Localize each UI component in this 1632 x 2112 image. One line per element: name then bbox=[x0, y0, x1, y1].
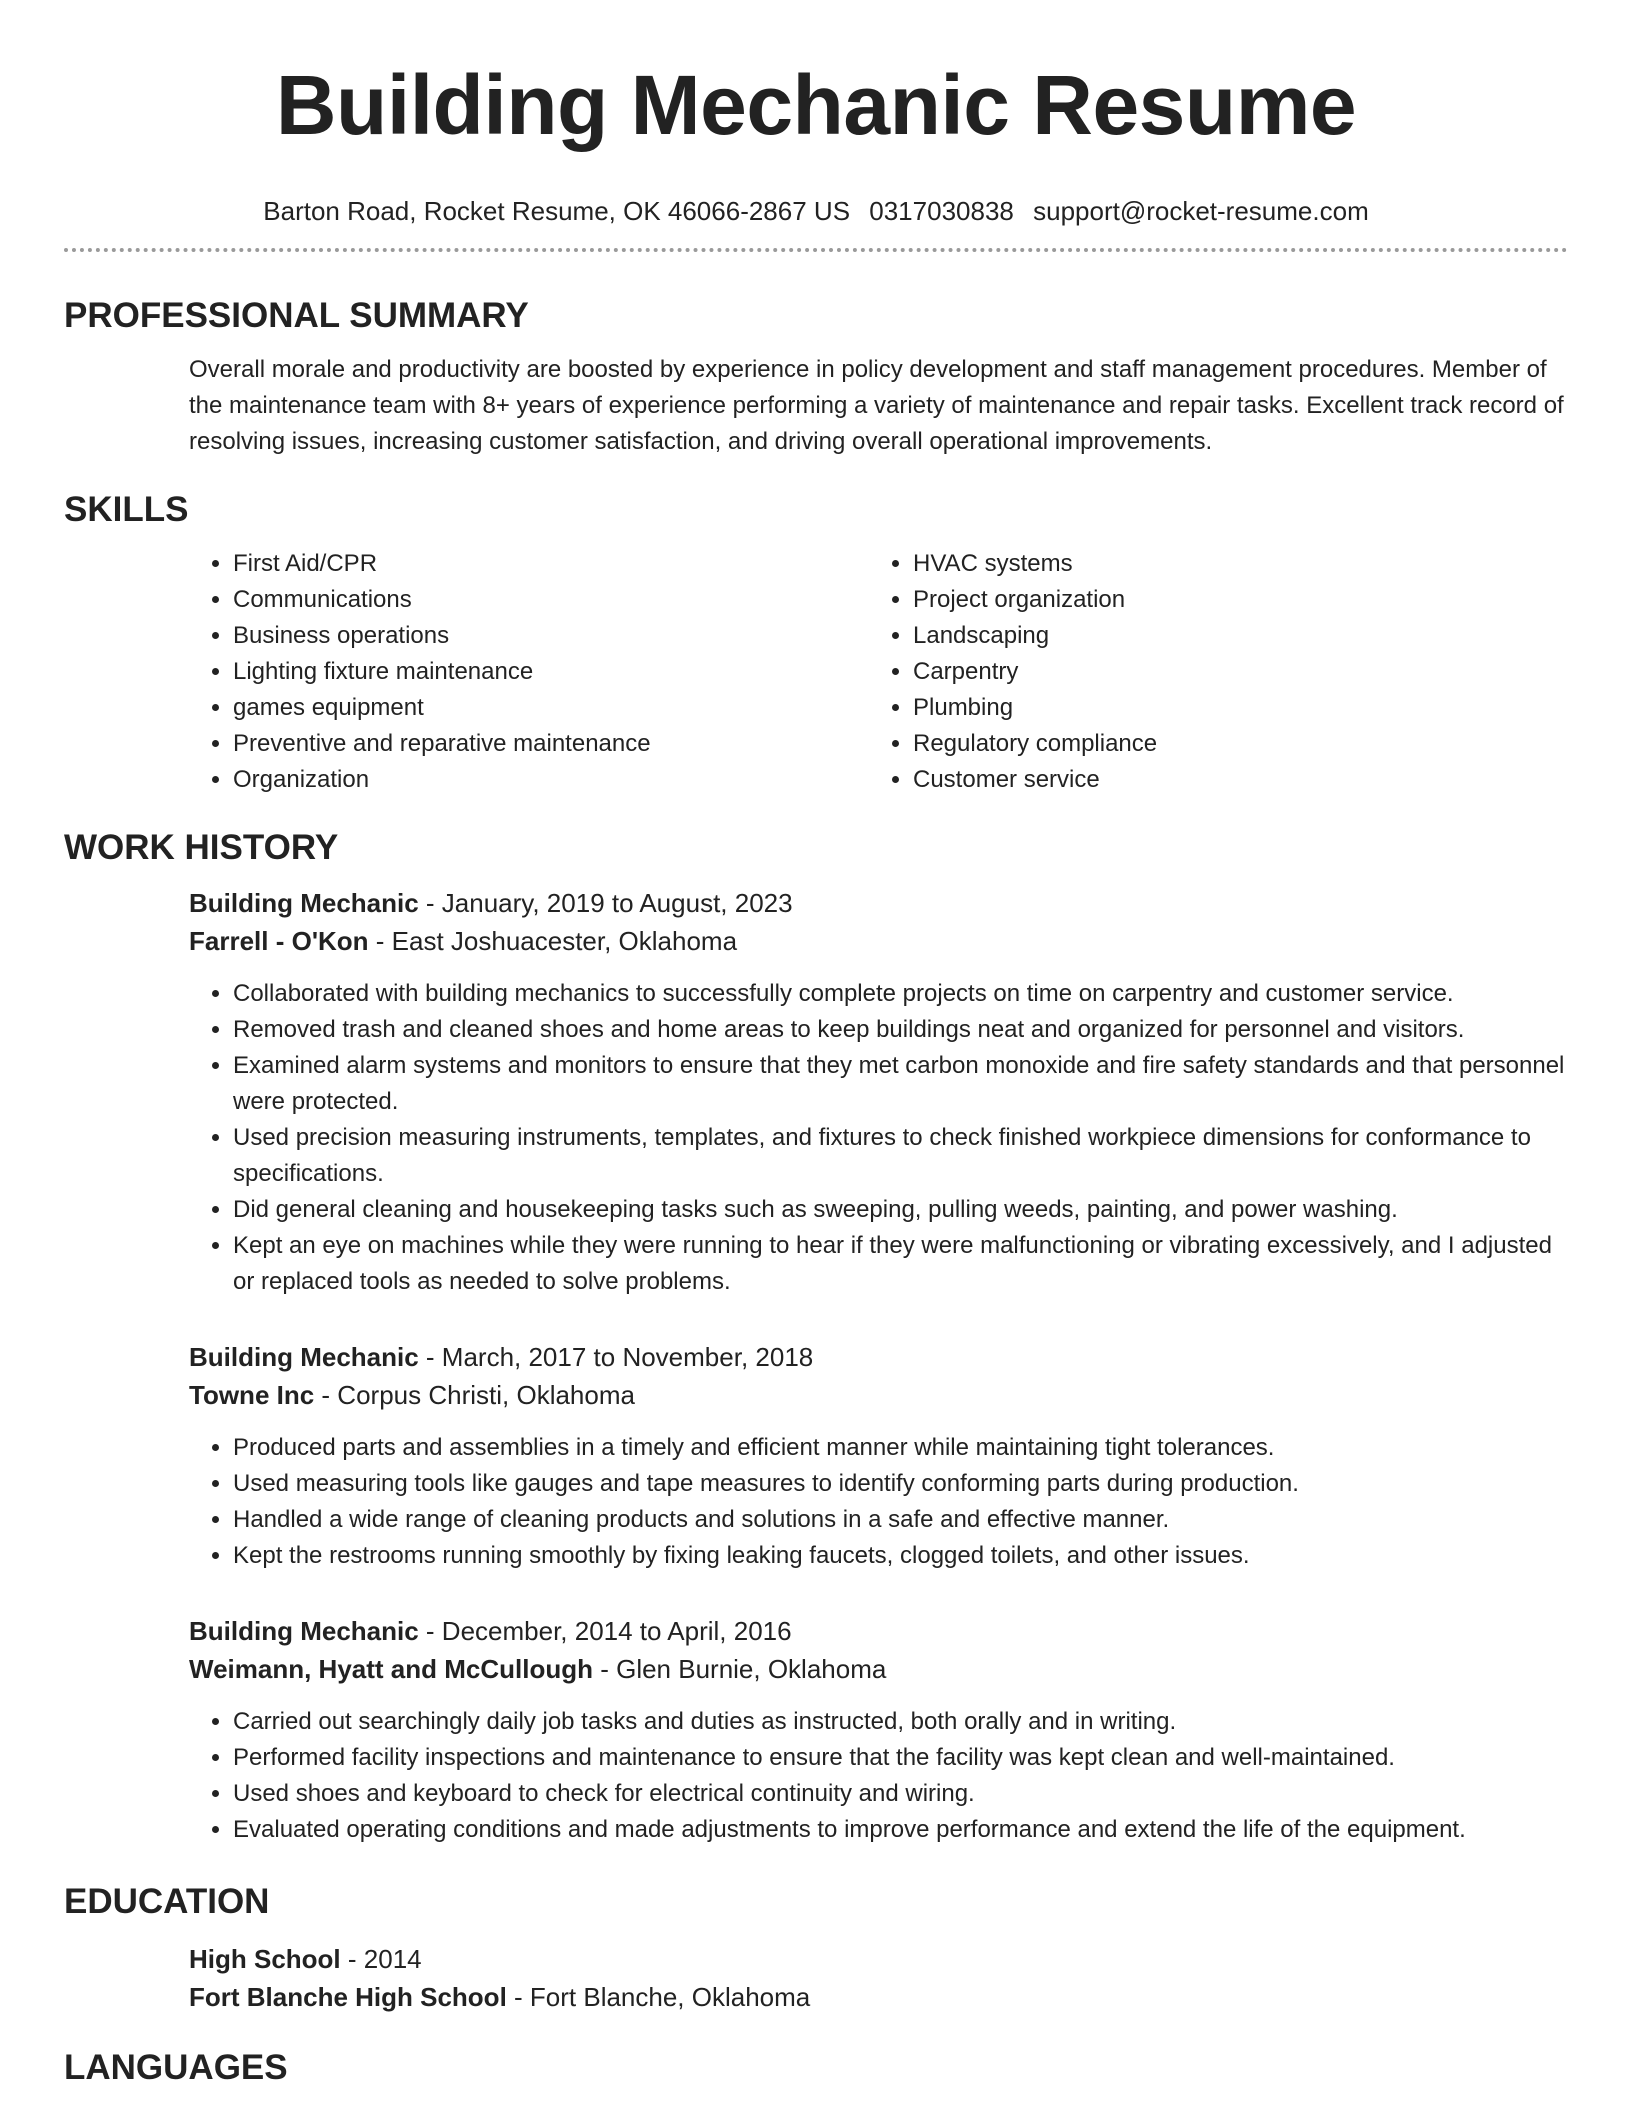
job-bullets bbox=[189, 1430, 1568, 1574]
job-bullet: • Used precision measuring instruments, templates, and fixtures to check finished workpiece dimensions for conformance to specifications. bbox=[233, 1120, 1568, 1192]
work-heading: WORK HISTORY bbox=[64, 828, 339, 867]
job-title: Building Mechanic bbox=[189, 1342, 419, 1372]
job-company-line bbox=[189, 922, 1568, 960]
job-entry bbox=[189, 884, 1568, 1300]
job-entry bbox=[189, 1612, 1568, 1848]
list-item: • Regulatory compliance bbox=[913, 726, 1549, 762]
job-company-line bbox=[189, 1376, 1568, 1414]
list-item: • Carpentry bbox=[913, 654, 1549, 690]
list-item: • Preventive and reparative maintenance bbox=[233, 726, 869, 762]
languages-heading: LANGUAGES bbox=[64, 2048, 288, 2087]
list-item: • First Aid/CPR bbox=[233, 546, 869, 582]
education-location: - Fort Blanche, Oklahoma bbox=[506, 1982, 811, 2012]
job-company: Weimann, Hyatt and McCullough bbox=[189, 1654, 593, 1684]
job-bullet: • Did general cleaning and housekeeping tasks such as sweeping, pulling weeds, painting, and power washing. bbox=[233, 1192, 1568, 1228]
list-item: • Landscaping bbox=[913, 618, 1549, 654]
job-dates: - January, 2019 to August, 2023 bbox=[418, 888, 793, 918]
job-bullet: • Removed trash and cleaned shoes and home areas to keep buildings neat and organized for personnel and visitors. bbox=[233, 1012, 1568, 1048]
skills-heading: SKILLS bbox=[64, 490, 189, 529]
resume-page bbox=[64, 0, 1568, 2090]
job-bullets bbox=[189, 1704, 1568, 1848]
job-company: Farrell - O'Kon bbox=[189, 926, 369, 956]
list-item: • Plumbing bbox=[913, 690, 1549, 726]
job-bullet: • Carried out searchingly daily job tasks and duties as instructed, both orally and in writing. bbox=[233, 1704, 1568, 1740]
job-title: Building Mechanic bbox=[189, 888, 419, 918]
job-title-line bbox=[189, 1338, 1568, 1376]
job-location: - East Joshuacester, Oklahoma bbox=[368, 926, 738, 956]
list-item: • Communications bbox=[233, 582, 869, 618]
job-bullet: • Kept the restrooms running smoothly by fixing leaking faucets, clogged toilets, and other issues. bbox=[233, 1538, 1568, 1574]
contact-line bbox=[64, 194, 1568, 228]
list-item: • Customer service bbox=[913, 762, 1549, 798]
work-section bbox=[189, 884, 1568, 1848]
list-item: • Lighting fixture maintenance bbox=[233, 654, 869, 690]
job-title: Building Mechanic bbox=[189, 1616, 419, 1646]
skills-list-right bbox=[869, 546, 1549, 798]
contact-phone: 0317030838 bbox=[869, 196, 1014, 226]
education-heading: EDUCATION bbox=[64, 1882, 270, 1921]
education-school-line bbox=[189, 1978, 1568, 2016]
list-item: • HVAC systems bbox=[913, 546, 1549, 582]
summary-section bbox=[189, 352, 1568, 460]
job-bullet: • Evaluated operating conditions and made adjustments to improve performance and extend the life of the equipment. bbox=[233, 1812, 1568, 1848]
job-dates: - March, 2017 to November, 2018 bbox=[418, 1342, 814, 1372]
list-item: • Business operations bbox=[233, 618, 869, 654]
job-title-line bbox=[189, 1612, 1568, 1650]
list-item: • Organization bbox=[233, 762, 869, 798]
job-bullet: • Performed facility inspections and maintenance to ensure that the facility was kept clean and well-maintained. bbox=[233, 1740, 1568, 1776]
education-section bbox=[189, 1940, 1568, 2016]
contact-email: support@rocket-resume.com bbox=[1033, 196, 1369, 226]
list-item: • Project organization bbox=[913, 582, 1549, 618]
summary-text: Overall morale and productivity are boosted by experience in policy development and staff management procedures. Member of the maintenance team with 8+ years of experience performing a variety of maintenance and repair tasks. Excellent track record of resolving issues, increasing customer satisfaction, and driving overall operational improvements. bbox=[189, 356, 1564, 455]
education-degree: High School bbox=[189, 1944, 341, 1974]
job-bullet: • Kept an eye on machines while they were running to hear if they were malfunctioning or vibrating excessively, and I adjusted or replaced tools as needed to solve problems. bbox=[233, 1228, 1568, 1300]
job-location: - Glen Burnie, Oklahoma bbox=[592, 1654, 887, 1684]
job-bullet: • Handled a wide range of cleaning products and solutions in a safe and effective manner. bbox=[233, 1502, 1568, 1538]
list-item: • games equipment bbox=[233, 690, 869, 726]
header-divider bbox=[64, 248, 1568, 252]
job-bullet: • Used measuring tools like gauges and tape measures to identify conforming parts during production. bbox=[233, 1466, 1568, 1502]
skills-column-left bbox=[189, 546, 869, 798]
education-year: - 2014 bbox=[340, 1944, 422, 1974]
resume-title: Building Mechanic Resume bbox=[275, 58, 1357, 152]
job-company-line bbox=[189, 1650, 1568, 1688]
job-bullet: • Examined alarm systems and monitors to ensure that they met carbon monoxide and fire safety standards and that personnel were protected. bbox=[233, 1048, 1568, 1120]
job-bullet: • Used shoes and keyboard to check for electrical continuity and wiring. bbox=[233, 1776, 1568, 1812]
job-bullet: • Produced parts and assemblies in a timely and efficient manner while maintaining tight tolerances. bbox=[233, 1430, 1568, 1466]
skills-section bbox=[189, 546, 1568, 798]
contact-address: Barton Road, Rocket Resume, OK 46066-2867 US bbox=[263, 196, 851, 226]
job-bullets bbox=[189, 976, 1568, 1300]
job-location: - Corpus Christi, Oklahoma bbox=[314, 1380, 635, 1410]
education-degree-line bbox=[189, 1940, 1568, 1978]
job-dates: - December, 2014 to April, 2016 bbox=[418, 1616, 792, 1646]
education-school: Fort Blanche High School bbox=[189, 1982, 507, 2012]
skills-column-right bbox=[869, 546, 1549, 798]
job-title-line bbox=[189, 884, 1568, 922]
job-bullet: • Collaborated with building mechanics to successfully complete projects on time on carpentry and customer service. bbox=[233, 976, 1568, 1012]
summary-heading: PROFESSIONAL SUMMARY bbox=[64, 296, 529, 335]
job-entry bbox=[189, 1338, 1568, 1574]
job-company: Towne Inc bbox=[189, 1380, 315, 1410]
skills-list-left bbox=[189, 546, 869, 798]
